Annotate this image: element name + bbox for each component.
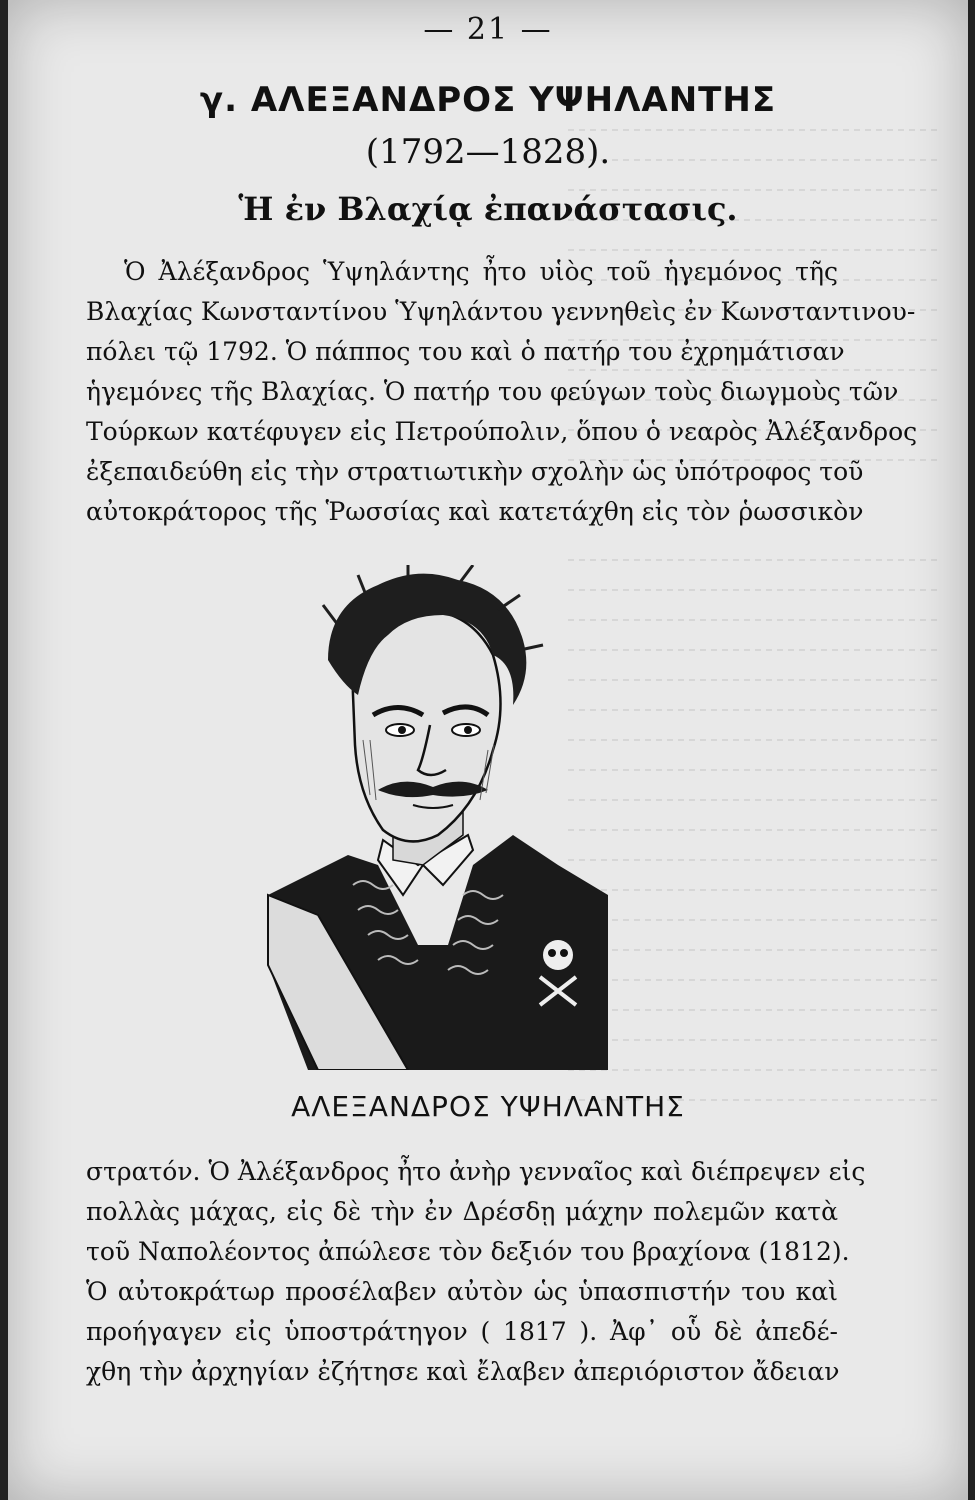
- paragraph-line: χθη τὴν ἀρχηγίαν ἐζήτησε καὶ ἔλαβεν ἀπεριόριστον ἄδειαν: [86, 1357, 840, 1386]
- paragraph-line: αὐτοκράτορος τῆς Ῥωσσίας καὶ κατετάχθη εἰς τὸν ῥωσσικὸν: [86, 497, 864, 526]
- portrait-engraving: [258, 565, 618, 1070]
- book-page: [8, 0, 968, 1500]
- chapter-title: γ. ΑΛΕΞΑΝΔΡΟΣ ΥΨΗΛΑΝΤΗΣ: [199, 80, 777, 120]
- chapter-dates: (1792—1828).: [365, 132, 611, 172]
- portrait-caption: ΑΛΕΞΑΝΔΡΟΣ ΥΨΗΛΑΝΤΗΣ: [291, 1090, 685, 1123]
- paragraph-2: [86, 1152, 866, 1392]
- paragraph-line: πόλει τῷ 1792. Ὁ πάππος του καὶ ὁ πατήρ του ἐχρημάτισαν: [86, 337, 845, 366]
- page-number: — 21 —: [423, 12, 553, 47]
- paragraph-line: πολλὰς μάχας, εἰς δὲ τὴν ἐν Δρέσδῃ μάχην πολεμῶν κατὰ: [86, 1197, 838, 1226]
- paragraph-line: τοῦ Ναπολέοντος ἀπώλεσε τὸν δεξιόν του βραχίονα (1812).: [86, 1237, 850, 1266]
- paragraph-line: ἡγεμόνες τῆς Βλαχίας. Ὁ πατήρ του φεύγων τοὺς διωγμοὺς τῶν: [86, 377, 899, 406]
- paragraph-line: στρατόν. Ὁ Ἀλέξανδρος ἦτο ἀνὴρ γενναῖος καὶ διέπρεψεν εἰς: [86, 1157, 866, 1186]
- bleed-lines: [568, 90, 948, 1140]
- paragraph-line: ἐξεπαιδεύθη εἰς τὴν στρατιωτικὴν σχολὴν ὡς ὑπότροφος τοῦ: [86, 457, 864, 486]
- paragraph-line: Βλαχίας Κωνσταντίνου Ὑψηλάντου γεννηθεὶς ἐν Κωνσταντινου-: [86, 297, 916, 326]
- bleed-through-texture: [568, 90, 948, 1140]
- paragraph-1: [86, 252, 918, 532]
- paragraph-line: Ὁ αὐτοκράτωρ προσέλαβεν αὐτὸν ὡς ὑπασπιστήν του καὶ: [86, 1277, 838, 1306]
- paragraph-line: προήγαγεν εἰς ὑποστράτηγον ( 1817 ). Ἀφ᾽ οὗ δὲ ἀπεδέ-: [86, 1317, 838, 1346]
- paragraph-line: Ὁ Ἀλέξανδρος Ὑψηλάντης ἦτο υἱὸς τοῦ ἡγεμόνος τῆς: [124, 257, 838, 286]
- paragraph-line: Τούρκων κατέφυγεν εἰς Πετρούπολιν, ὅπου ὁ νεαρὸς Ἀλέξανδρος: [86, 417, 918, 446]
- chapter-subtitle: Ἡ ἐν Βλαχίᾳ ἐπανάστασις.: [238, 190, 738, 228]
